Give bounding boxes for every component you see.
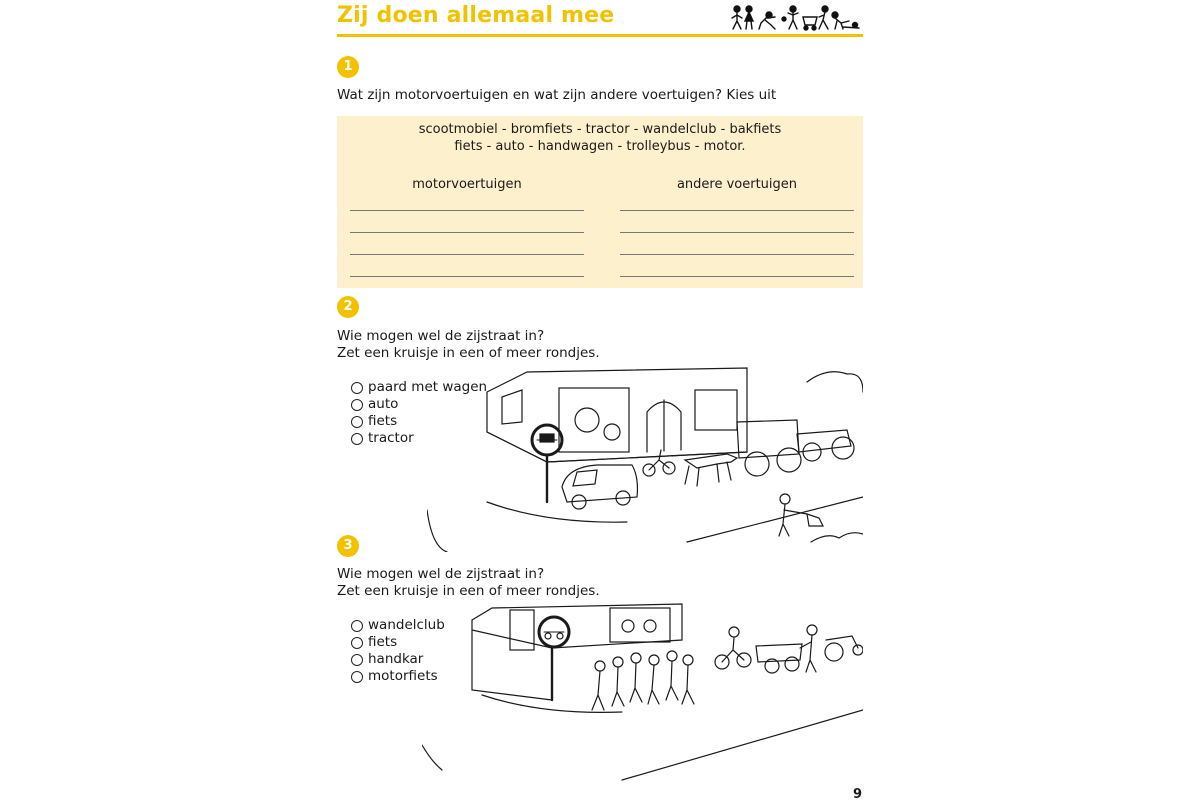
- checkbox-circle[interactable]: [351, 416, 363, 428]
- street-scene-illustration-2: [422, 600, 863, 785]
- checkbox-circle[interactable]: [351, 620, 363, 632]
- title-rule: [337, 34, 863, 37]
- option-handkar[interactable]: handkar: [351, 651, 423, 668]
- exercise-number-1: 1: [337, 56, 359, 78]
- playing-children-icon: [731, 5, 861, 31]
- checkbox-circle[interactable]: [351, 671, 363, 683]
- column-head-andere-voertuigen: andere voertuigen: [676, 177, 798, 192]
- answer-line-right-2[interactable]: [620, 232, 854, 233]
- exercise-number-2: 2: [337, 296, 359, 318]
- option-motorfiets[interactable]: motorfiets: [351, 668, 438, 685]
- answer-line-left-2[interactable]: [350, 232, 584, 233]
- option-fiets-2[interactable]: fiets: [351, 634, 397, 651]
- checkbox-circle[interactable]: [351, 399, 363, 411]
- exercise-2-line-2: Zet een kruisje in een of meer rondjes.: [337, 345, 600, 361]
- checkbox-circle[interactable]: [351, 654, 363, 666]
- option-fiets[interactable]: fiets: [351, 413, 397, 430]
- word-bank-line-1: scootmobiel - bromfiets - tractor - wandelclub - bakfiets: [418, 122, 782, 137]
- exercise-number-3: 3: [337, 535, 359, 557]
- option-tractor[interactable]: tractor: [351, 430, 414, 447]
- exercise-2-line-1: Wie mogen wel de zijstraat in?: [337, 328, 545, 344]
- answer-line-right-3[interactable]: [620, 254, 854, 255]
- workbook-page: [337, 0, 863, 800]
- page-number: 9: [853, 787, 863, 802]
- answer-line-left-3[interactable]: [350, 254, 584, 255]
- exercise-1-question: Wat zijn motorvoertuigen en wat zijn andere voertuigen? Kies uit: [337, 87, 777, 103]
- page-title: Zij doen allemaal mee: [337, 3, 615, 28]
- answer-line-left-4[interactable]: [350, 276, 584, 277]
- option-auto[interactable]: auto: [351, 396, 398, 413]
- option-paard-met-wagen[interactable]: paard met wagen: [351, 379, 487, 396]
- column-head-motorvoertuigen: motorvoertuigen: [412, 177, 522, 192]
- answer-line-right-4[interactable]: [620, 276, 854, 277]
- option-wandelclub[interactable]: wandelclub: [351, 617, 445, 634]
- answer-line-right-1[interactable]: [620, 210, 854, 211]
- word-bank-line-2: fiets - auto - handwagen - trolleybus - motor.: [454, 139, 746, 154]
- answer-line-left-1[interactable]: [350, 210, 584, 211]
- word-bank-box: [337, 116, 863, 288]
- checkbox-circle[interactable]: [351, 433, 363, 445]
- street-scene-illustration-1: [427, 362, 863, 552]
- exercise-3-line-2: Zet een kruisje in een of meer rondjes.: [337, 583, 600, 599]
- exercise-3-line-1: Wie mogen wel de zijstraat in?: [337, 566, 545, 582]
- checkbox-circle[interactable]: [351, 382, 363, 394]
- checkbox-circle[interactable]: [351, 637, 363, 649]
